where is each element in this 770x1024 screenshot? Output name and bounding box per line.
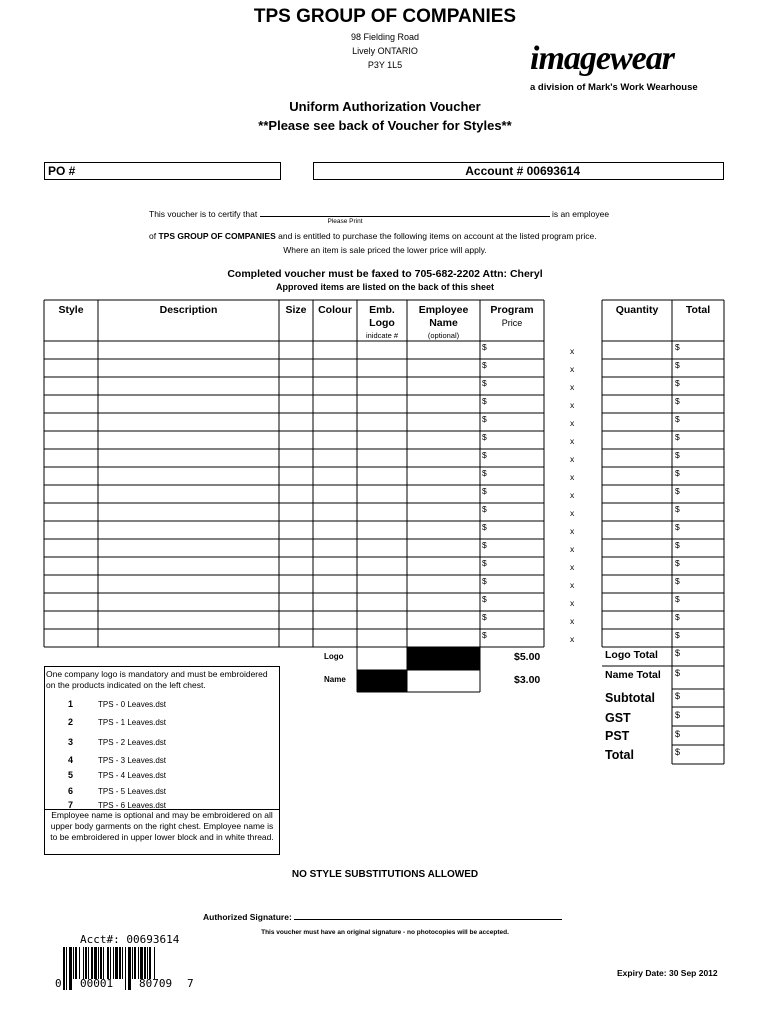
col-header-style: Style [58, 304, 84, 316]
total-dollar: $ [675, 486, 680, 496]
total-dollar: $ [675, 540, 680, 550]
voucher-title: Uniform Authorization Voucher [289, 99, 481, 114]
logo-option-file: TPS - 4 Leaves.dst [98, 771, 167, 780]
col-header-employee: Employee [418, 304, 469, 316]
price-dollar: $ [482, 612, 487, 622]
logo-total-dollar: $ [675, 648, 681, 658]
times-sign: x [570, 562, 575, 572]
price-dollar: $ [482, 342, 487, 352]
signature-requirement: This voucher must have an original signature - no photocopies will be accepted. [261, 929, 509, 936]
col-header-total: Total [685, 304, 711, 316]
col-header-indicate: inidcate # [365, 331, 399, 340]
col-header-price: Price [501, 318, 523, 328]
logo-option-number: 7 [68, 800, 74, 810]
certify-line-3: Where an item is sale priced the lower price will apply. [283, 245, 487, 255]
total-dollar: $ [675, 360, 680, 370]
price-dollar: $ [482, 432, 487, 442]
employee-name-note: Employee name is optional and may be embroidered on all upper body garments on the right chest. Employee name is to be embroidered in upper lower block and in white thread. [50, 810, 274, 842]
signature-label: Authorized Signature: [203, 912, 292, 922]
price-dollar: $ [482, 360, 487, 370]
times-sign: x [570, 580, 575, 590]
fax-instruction: Completed voucher must be faxed to 705-682-2202 Attn: Cheryl [227, 268, 543, 280]
logo-option-file: TPS - 5 Leaves.dst [98, 787, 167, 796]
total-dollar: $ [675, 504, 680, 514]
logo-option-file: TPS - 1 Leaves.dst [98, 718, 167, 727]
times-sign: x [570, 436, 575, 446]
price-dollar: $ [482, 504, 487, 514]
col-header-name: Name [429, 317, 458, 329]
barcode-bar [113, 947, 114, 979]
certify-company: TPS GROUP OF COMPANIES [158, 231, 276, 241]
barcode-bar [83, 947, 84, 979]
logo-option-file: TPS - 0 Leaves.dst [98, 700, 167, 709]
barcode-bar [100, 947, 102, 979]
barcode-bar [144, 947, 146, 979]
logo-option-file: TPS - 2 Leaves.dst [98, 738, 167, 747]
price-dollar: $ [482, 486, 487, 496]
pst-label: PST [605, 729, 630, 743]
price-dollar: $ [482, 558, 487, 568]
gst-label: GST [605, 711, 631, 725]
name-total-label: Name Total [605, 669, 661, 681]
company-title: TPS GROUP OF COMPANIES [253, 6, 517, 27]
barcode-bar [122, 947, 123, 979]
times-sign: x [570, 616, 575, 626]
barcode-bar [132, 947, 133, 979]
barcode-digit-4: 7 [187, 977, 194, 990]
total-dollar: $ [675, 630, 680, 640]
barcode-bar [119, 947, 121, 979]
certify-pre: This voucher is to certify that [149, 209, 258, 219]
logo-mandatory-note: One company logo is mandatory and must be embroidered on the products indicated on the left chest. [46, 669, 268, 690]
barcode-bar [110, 947, 111, 979]
col-header-logo: Logo [369, 317, 395, 329]
barcode-bar [73, 947, 74, 979]
barcode-bar [79, 947, 80, 979]
subtotal-dollar: $ [675, 691, 681, 701]
total-dollar: $ [675, 414, 680, 424]
logo-option-number: 2 [68, 717, 74, 727]
barcode-bar [154, 947, 155, 979]
certify-entitled: and is entitled to purchase the following items on account at the listed program price. [278, 231, 597, 241]
logo-option-file: TPS - 6 Leaves.dst [98, 801, 167, 810]
times-sign: x [570, 598, 575, 608]
col-header-program: Program [490, 304, 534, 316]
barcode-bar [94, 947, 97, 979]
barcode-digit-3: 80709 [139, 977, 173, 990]
barcode-bar [63, 947, 65, 990]
barcode-bar [134, 947, 136, 979]
no-substitutions-notice: NO STYLE SUBSTITUTIONS ALLOWED [291, 869, 479, 880]
name-price: $3.00 [514, 674, 541, 686]
total-dollar: $ [675, 432, 680, 442]
col-header-size: Size [285, 304, 307, 316]
logo-option-number: 4 [68, 755, 74, 765]
price-dollar: $ [482, 396, 487, 406]
logo-option-number: 6 [68, 786, 74, 796]
certify-of: of [149, 231, 157, 241]
barcode-bar [91, 947, 93, 979]
name-row-label: Name [324, 675, 346, 684]
total-dollar: $ [675, 468, 680, 478]
barcode-bar [88, 947, 89, 979]
barcode-account-label: Acct#: 00693614 [80, 933, 180, 946]
name-total-dollar: $ [675, 668, 681, 678]
total-dollar: $ [675, 342, 680, 352]
col-header-description: Description [159, 304, 218, 316]
barcode-bar [98, 947, 99, 979]
barcode-digit-2: 00001 [80, 977, 114, 990]
barcode-bar [103, 947, 104, 979]
logo-option-number: 3 [68, 737, 74, 747]
price-dollar: $ [482, 540, 487, 550]
barcode-digit-1: 0 [55, 977, 62, 990]
barcode-bar [115, 947, 118, 979]
times-sign: x [570, 472, 575, 482]
times-sign: x [570, 490, 575, 500]
times-sign: x [570, 364, 575, 374]
price-dollar: $ [482, 594, 487, 604]
times-sign: x [570, 400, 575, 410]
total-dollar: $ [675, 396, 680, 406]
times-sign: x [570, 418, 575, 428]
account-label: Account # 00693614 [465, 164, 580, 178]
barcode-bar [149, 947, 151, 979]
price-dollar: $ [482, 576, 487, 586]
address-line-2: Lively ONTARIO [352, 46, 418, 56]
barcode-bar [107, 947, 109, 979]
barcode-bar [66, 947, 67, 990]
logo-option-number: 1 [68, 699, 74, 709]
barcode-bar [128, 947, 131, 990]
total-dollar: $ [675, 747, 681, 757]
barcode-bar [147, 947, 148, 979]
times-sign: x [570, 454, 575, 464]
times-sign: x [570, 544, 575, 554]
pst-dollar: $ [675, 729, 681, 739]
total-dollar: $ [675, 450, 680, 460]
barcode-bar [75, 947, 77, 979]
barcode-bar [138, 947, 139, 979]
times-sign: x [570, 346, 575, 356]
col-header-quantity: Quantity [615, 304, 659, 316]
price-dollar: $ [482, 450, 487, 460]
gst-dollar: $ [675, 710, 681, 720]
col-header-optional: (optional) [427, 331, 460, 340]
barcode-bar [69, 947, 72, 990]
logo-total-label: Logo Total [605, 649, 658, 661]
logo-option-number: 5 [68, 770, 74, 780]
brand-logo-text: imagewear [530, 40, 674, 77]
total-label: Total [605, 748, 634, 762]
times-sign: x [570, 634, 575, 644]
price-dollar: $ [482, 522, 487, 532]
price-dollar: $ [482, 378, 487, 388]
times-sign: x [570, 382, 575, 392]
logo-price: $5.00 [514, 651, 541, 663]
barcode-bar [140, 947, 143, 979]
col-header-colour: Colour [318, 304, 352, 316]
expiry-date: Expiry Date: 30 Sep 2012 [617, 968, 718, 978]
col-header-emb: Emb. [369, 304, 395, 316]
barcode-bar [125, 947, 126, 990]
times-sign: x [570, 526, 575, 536]
price-dollar: $ [482, 468, 487, 478]
po-label: PO # [48, 164, 76, 178]
total-dollar: $ [675, 594, 680, 604]
price-dollar: $ [482, 630, 487, 640]
total-dollar: $ [675, 558, 680, 568]
certify-post: is an employee [551, 209, 610, 219]
price-dollar: $ [482, 414, 487, 424]
subtotal-label: Subtotal [605, 691, 655, 705]
times-sign: x [570, 508, 575, 518]
brand-subtitle: a division of Mark's Work Wearhouse [530, 82, 698, 93]
logo-option-file: TPS - 3 Leaves.dst [98, 756, 167, 765]
voucher-subtitle: **Please see back of Voucher for Styles** [258, 118, 512, 133]
approved-items-note: Approved items are listed on the back of this sheet [275, 282, 495, 292]
address-line-1: 98 Fielding Road [350, 32, 420, 42]
total-dollar: $ [675, 576, 680, 586]
logo-row-label: Logo [324, 652, 344, 661]
total-dollar: $ [675, 522, 680, 532]
total-dollar: $ [675, 612, 680, 622]
barcode-bar [85, 947, 87, 979]
address-line-3: P3Y 1L5 [367, 60, 403, 70]
total-dollar: $ [675, 378, 680, 388]
please-print-label: Please Print [327, 218, 363, 225]
